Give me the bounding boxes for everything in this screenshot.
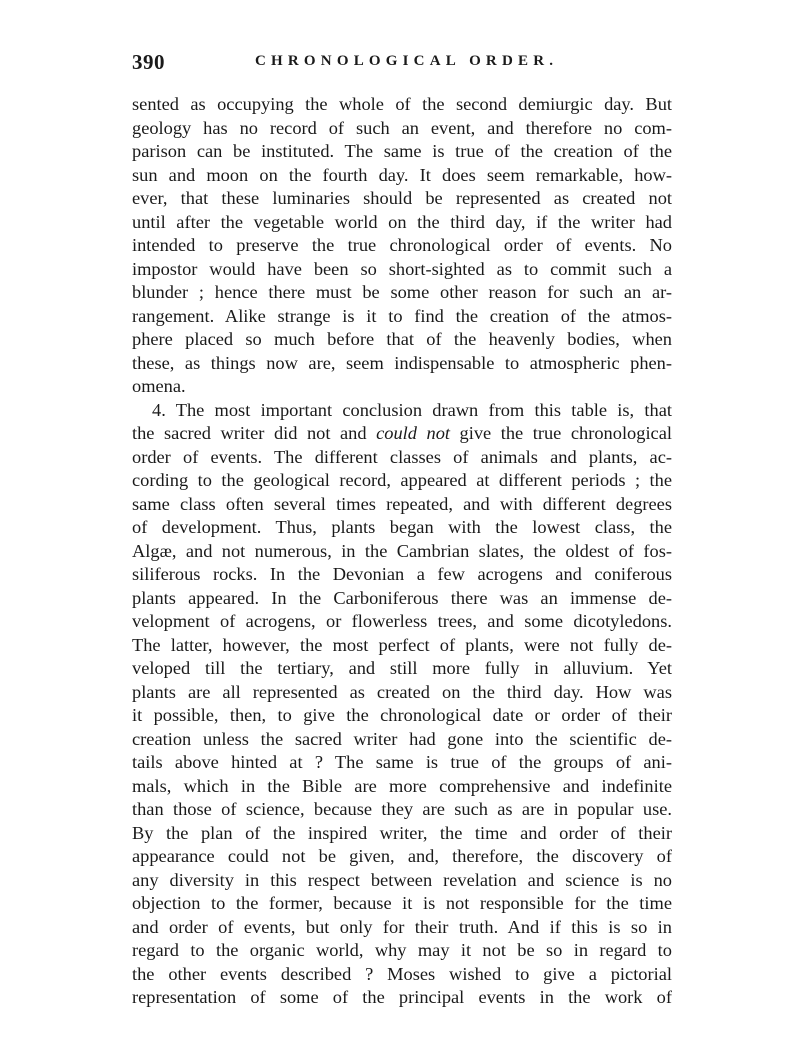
text-line: intended to preserve the true chronological order of events. No	[132, 235, 672, 255]
text-line: rangement. Alike strange is it to find the creation of the atmos-	[132, 305, 672, 326]
page-number: 390	[132, 50, 165, 74]
text-line: siliferous rocks. In the Devonian a few acrogens and coniferous	[132, 564, 672, 584]
text-line: same class often several times repeated, and with different degrees	[132, 493, 672, 514]
text-line: it possible, then, to give the chronological date or order of their	[132, 705, 672, 725]
text-line: and order of events, but only for their truth. And if this is so in	[132, 916, 672, 937]
running-head	[132, 50, 672, 80]
text-line: order of events. The different classes of animals and plants, ac-	[132, 446, 672, 467]
text-line: objection to the former, because it is not responsible for the time	[132, 893, 672, 913]
text-line: blunder ; hence there must be some other reason for such an ar-	[132, 282, 672, 302]
text-line: the sacred writer did not and could not give the true chronological	[132, 423, 672, 443]
text-line: these, as things now are, seem indispensable to atmospheric phen-	[132, 352, 672, 373]
text-line: regard to the organic world, why may it not be so in regard to	[132, 940, 672, 960]
body-text	[132, 93, 672, 1010]
text-line: tails above hinted at ? The same is true of the groups of ani-	[132, 752, 672, 772]
text-line: impostor would have been so short-sighted as to commit such a	[132, 258, 672, 279]
text-line: of development. Thus, plants began with the lowest class, the	[132, 517, 672, 537]
text-line: parison can be instituted. The same is true of the creation of the	[132, 141, 672, 161]
running-title: CHRONOLOGICAL ORDER.	[255, 53, 559, 69]
text-line: Algæ, and not numerous, in the Cambrian slates, the oldest of fos-	[132, 540, 672, 561]
text-line: mals, which in the Bible are more comprehensive and indefinite	[132, 775, 672, 796]
text-line: the other events described ? Moses wished to give a pictorial	[132, 963, 672, 984]
text-line: cording to the geological record, appeared at different periods ; the	[132, 470, 672, 490]
text-line: phere placed so much before that of the heavenly bodies, when	[132, 329, 672, 349]
text-line: geology has no record of such an event, and therefore no com-	[132, 117, 672, 138]
text-line: The latter, however, the most perfect of plants, were not fully de-	[132, 634, 672, 655]
text-line: plants are all represented as created on the third day. How was	[132, 681, 672, 702]
text-line: veloped till the tertiary, and still more fully in alluvium. Yet	[132, 658, 672, 678]
text-line: 4. The most important conclusion drawn from this table is, that	[152, 399, 672, 420]
text-line: velopment of acrogens, or flowerless trees, and some dicotyledons.	[132, 611, 672, 631]
text-line: any diversity in this respect between revelation and science is no	[132, 869, 672, 890]
text-line: sented as occupying the whole of the second demiurgic day. But	[132, 94, 672, 114]
text-line: plants appeared. In the Carboniferous there was an immense de-	[132, 587, 672, 608]
text-line: creation unless the sacred writer had gone into the scientific de-	[132, 728, 672, 749]
text-line: appearance could not be given, and, therefore, the discovery of	[132, 846, 672, 866]
text-line: By the plan of the inspired writer, the time and order of their	[132, 822, 672, 843]
text-line: ever, that these luminaries should be represented as created not	[132, 188, 672, 208]
text-line: representation of some of the principal events in the work of	[132, 987, 672, 1007]
text-line: until after the vegetable world on the third day, if the writer had	[132, 211, 672, 232]
text-line: sun and moon on the fourth day. It does seem remarkable, how-	[132, 164, 672, 185]
text-line: omena.	[132, 376, 186, 396]
text-line: than those of science, because they are such as are in popular use.	[132, 799, 672, 819]
